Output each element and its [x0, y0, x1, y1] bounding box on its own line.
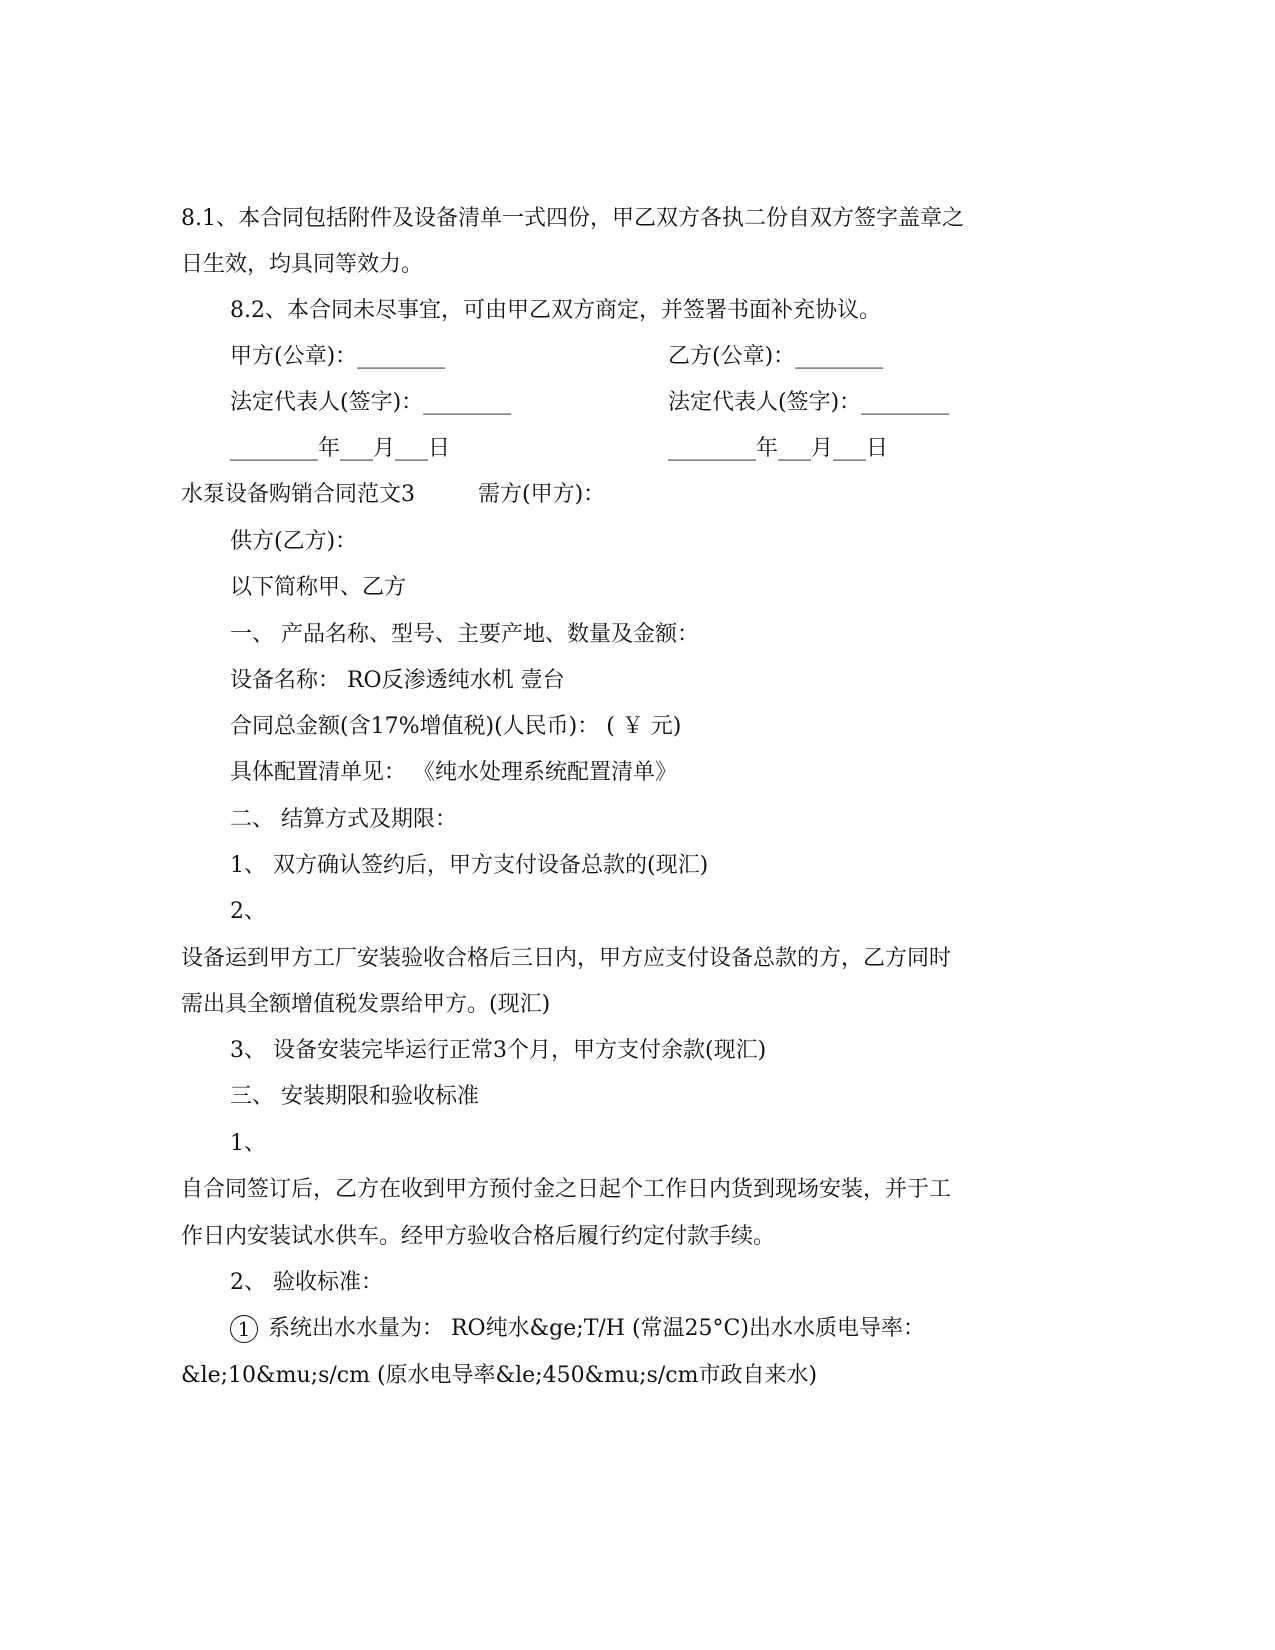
section-3-item-1-line2: 作日内安装试水供车。经甲方验收合格后履行约定付款手续。 [181, 1224, 776, 1249]
buyer-label: 需方(甲方)： [478, 482, 606, 507]
section-2-item-2-line1: 设备运到甲方工厂安装验收合格后三日内，甲方应支付设备总款的方，乙方同时 [181, 946, 952, 971]
party-a-date: ________年___月___日 [230, 436, 451, 461]
section-3-item-1-line1: 自合同签订后，乙方在收到甲方预付金之日起个工作日内货到现场安装，并于工 [181, 1177, 952, 1202]
clause-8-1-line1: 8.1、本合同包括附件及设备清单一式四份，甲乙双方各执二份自双方签字盖章之 [181, 206, 964, 231]
section-1-heading: 一、 产品名称、型号、主要产地、数量及金额： [230, 622, 699, 647]
party-a-seal: 甲方(公章)：________ [230, 344, 446, 369]
standard-line-1 [230, 1314, 925, 1344]
standard-line-2: &le;10&mu;s/cm (原水电导率&le;450&mu;s/cm市政自来水) [181, 1363, 818, 1388]
parties-abbreviation: 以下简称甲、乙方 [230, 575, 407, 600]
circled-number-marker: 1 [230, 1315, 258, 1343]
clause-8-1-line2: 日生效，均具同等效力。 [181, 252, 424, 277]
party-b-representative: 法定代表人(签字)：________ [668, 390, 950, 415]
section-3-heading: 三、 安装期限和验收标准 [230, 1084, 479, 1109]
contract-3-title: 水泵设备购销合同范文3 [181, 482, 415, 507]
section-3-item-2: 2、 验收标准： [230, 1270, 383, 1295]
config-list-ref: 具体配置清单见： 《纯水处理系统配置清单》 [230, 760, 677, 785]
section-2-item-2-line2: 需出具全额增值税发票给甲方。(现汇) [181, 992, 551, 1017]
party-b-seal: 乙方(公章)：________ [668, 344, 884, 369]
section-2-heading: 二、 结算方式及期限： [230, 807, 457, 832]
section-2-item-3: 3、 设备安装完毕运行正常3个月，甲方支付余款(现汇) [230, 1038, 767, 1063]
supplier-label: 供方(乙方)： [230, 529, 358, 554]
total-amount: 合同总金额(含17%增值税)(人民币)： ( ￥ 元) [230, 714, 682, 739]
standard-text-1: 系统出水水量为： RO纯水&ge;T/H (常温25°C)出水水质电导率： [268, 1316, 925, 1341]
section-2-item-2-number: 2、 [230, 899, 266, 924]
party-a-representative: 法定代表人(签字)：________ [230, 390, 512, 415]
clause-8-2: 8.2、本合同未尽事宜，可由甲乙双方商定，并签署书面补充协议。 [230, 298, 881, 323]
equipment-name: 设备名称： RO反渗透纯水机 壹台 [230, 668, 565, 693]
section-2-item-1: 1、 双方确认签约后，甲方支付设备总款的(现汇) [230, 853, 709, 878]
section-3-item-1-number: 1、 [230, 1131, 266, 1156]
party-b-date: ________年___月___日 [668, 436, 889, 461]
